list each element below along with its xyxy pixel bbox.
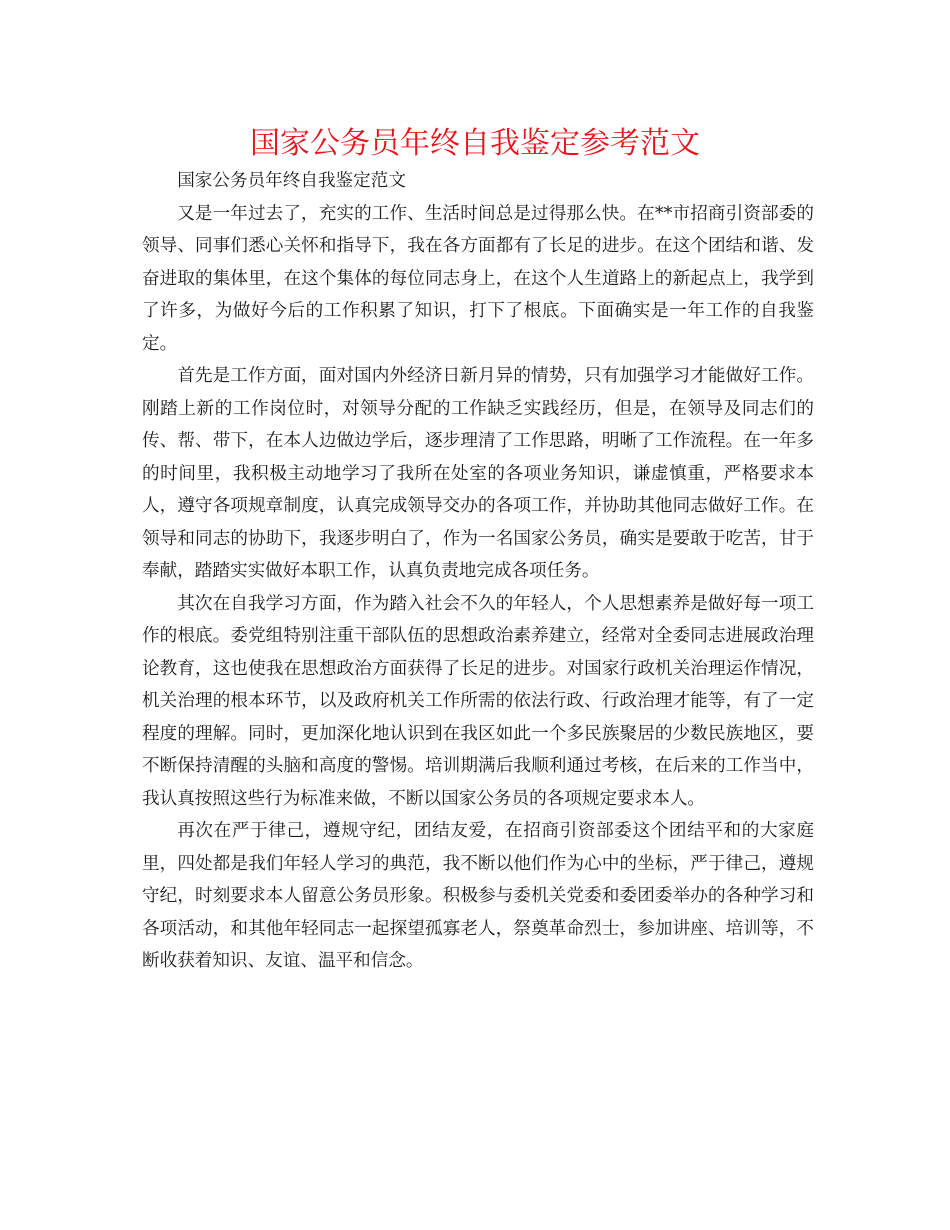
document-title: 国家公务员年终自我鉴定参考范文 (250, 126, 700, 161)
document-body (142, 165, 814, 978)
document-subtitle: 国家公务员年终自我鉴定范文 (177, 171, 406, 191)
paragraph-1: 又是一年过去了，充实的工作、生活时间总是过得那么快。在**市招商引资部委的领导、同事们悉心关怀和指导下，我在各方面都有了长足的进步。在这个团结和谐、发奋进取的集体里，在这个集体的每位同志身上，在这个人生道路上的新起点上，我学到了许多，为做好今后的工作积累了知识，打下了根底。下面确实是一年工作的自我鉴定。 (142, 203, 814, 354)
paragraph-2: 首先是工作方面，面对国内外经济日新月异的情势，只有加强学习才能做好工作。刚踏上新的工作岗位时，对领导分配的工作缺乏实践经历，但是，在领导及同志们的传、帮、带下，在本人边做边学后，逐步理清了工作思路，明晰了工作流程。在一年多的时间里，我积极主动地学习了我所在处室的各项业务知识，谦虚慎重，严格要求本人，遵守各项规章制度，认真完成领导交办的各项工作，并协助其他同志做好工作。在领导和同志的协助下，我逐步明白了，作为一名国家公务员，确实是要敢于吃苦，甘于奉献，踏踏实实做好本职工作，认真负责地完成各项任务。 (142, 366, 814, 581)
paragraph-3: 其次在自我学习方面，作为踏入社会不久的年轻人，个人思想素养是做好每一项工作的根底。委党组特别注重干部队伍的思想政治素养建立，经常对全委同志进展政治理论教育，这也使我在思想政治方面获得了长足的进步。对国家行政机关治理运作情况，机关治理的根本环节，以及政府机关工作所需的依法行政、行政治理才能等，有了一定程度的理解。同时，更加深化地认识到在我区如此一个多民族聚居的少数民族地区，要不断保持清醒的头脑和高度的警惕。培训期满后我顺利通过考核，在后来的工作当中，我认真按照这些行为标准来做，不断以国家公务员的各项规定要求本人。 (142, 593, 814, 809)
paragraph-4: 再次在严于律己，遵规守纪，团结友爱，在招商引资部委这个团结平和的大家庭里，四处都是我们年轻人学习的典范，我不断以他们作为心中的坐标，严于律己，遵规守纪，时刻要求本人留意公务员形象。积极参与委机关党委和委团委举办的各种学习和各项活动，和其他年轻同志一起探望孤寡老人，祭奠革命烈士，参加讲座、培训等，不断收获着知识、友谊、温平和信念。 (142, 821, 814, 971)
